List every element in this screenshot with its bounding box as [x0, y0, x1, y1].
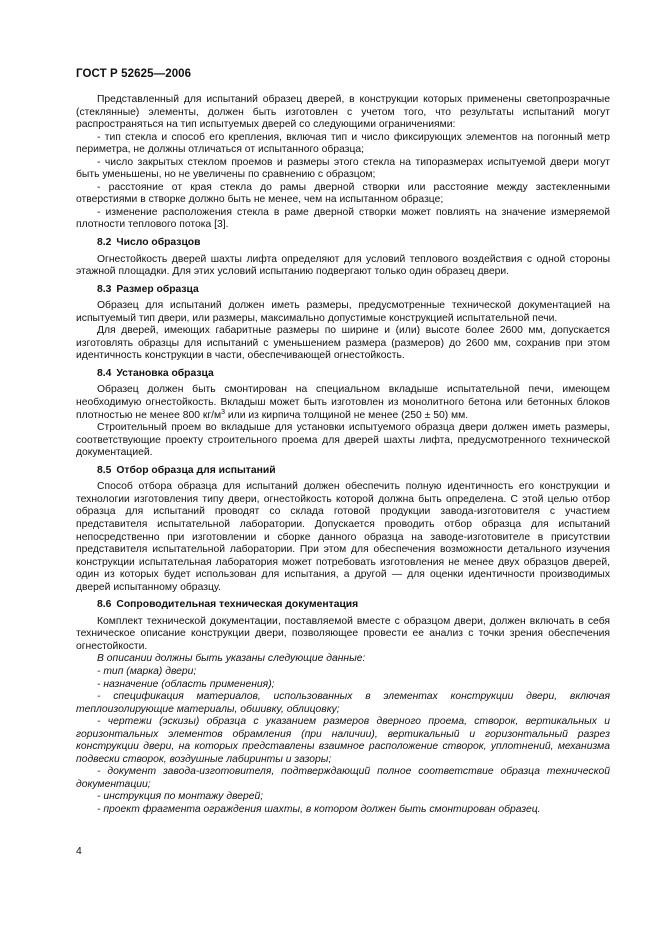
list-item: - тип (марка) двери;: [97, 665, 197, 677]
section-heading-8-3: [76, 284, 610, 297]
paragraph-text: или из кирпича толщиной не менее (250 ± 50) мм.: [225, 409, 469, 421]
section-heading-8-6: [76, 599, 610, 612]
intro-list-item: - расстояние от края стекла до рамы дверной створки или расстояние между застекленными отверстиями в створке должно быть не менее, чем на испытанном образце;: [76, 181, 610, 206]
superscript: 3: [221, 408, 226, 416]
list-item: - проект фрагмента ограждения шахты, в котором должен быть смонтирован образец.: [97, 803, 541, 815]
section-heading-8-4: [76, 368, 610, 381]
italic-list: [76, 653, 610, 816]
section-paragraph: Для дверей, имеющих габаритные размеры по ширине и (или) высоте более 2600 мм, допускается изготовлять образцы для испытаний с уменьшением размера (размеров) до 2600 мм, сохранив при этом идентичность конструкции в части, обеспечивающей огнестойкость.: [76, 325, 610, 362]
list-item: - чертежи (эскизы) образца с указанием размеров дверного проема, створок, вертикальных и горизонтальных элементов обрамления (при наличии), вертикальный и горизонтальный разрез конструкции двери, на которых представлены взаимное расположение створок, уплотнений, механизма подвески створок, воздушные лабиринты и зазоры;: [76, 716, 610, 765]
section-paragraph: Строительный проем во вкладыше для установки испытуемого образца двери должен иметь размеры, соответствующие проекту строительного проема для дверей шахты лифта, предусмотренного технической документацией.: [76, 422, 610, 459]
page-number: 4: [76, 846, 82, 857]
section-paragraph: Огнестойкость дверей шахты лифта определяют для условий теплового воздействия с одной стороны этажной площадки. Для этих условий испытанию подвергают только один образец двери.: [76, 253, 610, 278]
section-number: 8.3: [97, 283, 112, 295]
section-title: Число образцов: [116, 237, 201, 249]
section-number: 8.4: [97, 367, 112, 379]
section-title: Установка образца: [116, 367, 214, 379]
document-header: ГОСТ Р 52625—2006: [76, 68, 192, 80]
page-body: [76, 94, 610, 817]
intro-paragraph: Представленный для испытаний образец дверей, в конструкции которых применены светопрозрачные (стеклянные) элементы, должен быть изготовлен с учетом того, что результаты испытаний могут распространяться на тип испытуемых дверей со следующими ограничениями:: [76, 94, 610, 131]
paragraph-text: Образец должен быть смонтирован на специальном вкладыше испытательной печи, имеющем необходимую огнестойкость. Вкладыш может быть изготовлен из монолитного бетона или бетонных блоков плотностью не менее 800 кг/м: [76, 384, 610, 421]
list-item: - документ завода-изготовителя, подтверждающий полное соответствие образца технической документации;: [76, 766, 610, 790]
section-number: 8.5: [97, 464, 112, 476]
section-title: Отбор образца для испытаний: [116, 464, 276, 476]
section-number: 8.2: [97, 237, 112, 249]
section-number: 8.6: [97, 599, 112, 611]
section-paragraph: Образец для испытаний должен иметь размеры, предусмотренные технической документацией на испытуемый тип двери, или размеры, максимально допустимые конструкцией испытательной печи.: [76, 300, 610, 324]
section-paragraph: Комплект технической документации, поставляемой вместе с образцом двери, должен включать в себя техническое описание конструкции двери, позволяющее провести ее анализ с точки зрения обеспечения огнестойкости.: [76, 615, 610, 652]
intro-list-item: - тип стекла и способ его крепления, включая тип и число фиксирующих элементов на погонный метр периметра, не должны отличаться от испытанного образца;: [76, 131, 610, 156]
list-intro: В описании должны быть указаны следующие данные:: [97, 653, 366, 665]
list-item: - спецификация материалов, использованных в элементах конструкции двери, включая теплоизолирующие материалы, обшивку, облицовку;: [76, 691, 610, 715]
section-title: Сопроводительная техническая документация: [116, 599, 359, 611]
section-paragraph: Способ отбора образца для испытаний должен обеспечить полную идентичность его конструкции и технологии изготовления типу двери, огнестойкость которой должна быть определена. С этой целью отбор образца для испытаний проводят со склада готовой продукции завода-изготовителя с участием представителя испытательной лаборатории. Допускается проводить отбор образца для испытаний непосредственно при изготовлении и сборке данного образца на заводе-изготовителе в присутствии представителя испытательной лаборатории. При этом для обеспечения возможности детального изучения конструкции испытательная лаборатория может потребовать изготовления не менее двух образцов дверей, один из которых будет использован для испытания, а другой — для оценки идентичности производимых дверей испытанному образцу.: [76, 481, 610, 593]
section-paragraph: [76, 384, 610, 422]
section-heading-8-5: [76, 465, 610, 478]
list-item: - инструкция по монтажу дверей;: [97, 791, 264, 803]
intro-list-item: - число закрытых стеклом проемов и размеры этого стекла на типоразмерах испытуемой двери могут быть уменьшены, но не увеличены по сравнению с образцом;: [76, 156, 610, 181]
section-heading-8-2: [76, 237, 610, 250]
list-item: - назначение (область применения);: [97, 678, 275, 690]
section-title: Размер образца: [116, 283, 199, 295]
intro-list-item: - изменение расположения стекла в раме дверной створки может повлиять на значение измеряемой плотности теплового потока [3].: [76, 206, 610, 231]
